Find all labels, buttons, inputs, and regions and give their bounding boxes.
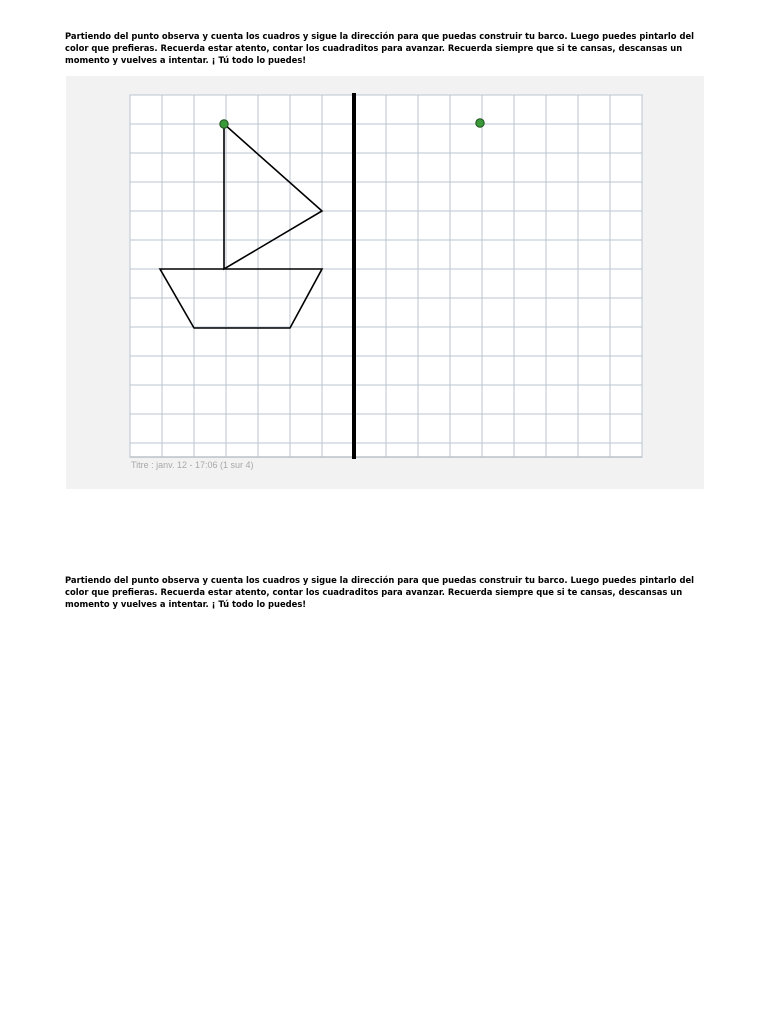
instructions-top: Partiendo del punto observa y cuenta los cuadros y sigue la dirección para que puedas construir tu barco. Luego puedes pintarlo del color que prefieras. Recuerda estar atento, contar los cuadraditos para avanzar. Recuerda siempre que si te cansas, descansas un momento y vuelves a intentar. ¡ Tú todo lo puedes! xyxy=(65,31,695,65)
start-dot-model xyxy=(220,120,228,128)
boat-grid-exercise-image xyxy=(66,76,704,489)
start-dot-copy xyxy=(476,119,484,127)
image-caption: Titre : janv. 12 - 17:06 (1 sur 4) xyxy=(131,460,254,470)
instructions-bottom: Partiendo del punto observa y cuenta los cuadros y sigue la dirección para que puedas construir tu barco. Luego puedes pintarlo del color que prefieras. Recuerda estar atento, contar los cuadraditos para avanzar. Recuerda siempre que si te cansas, descansas un momento y vuelves a intentar. ¡ Tú todo lo puedes! xyxy=(65,575,695,609)
grid-drawing xyxy=(66,76,704,489)
